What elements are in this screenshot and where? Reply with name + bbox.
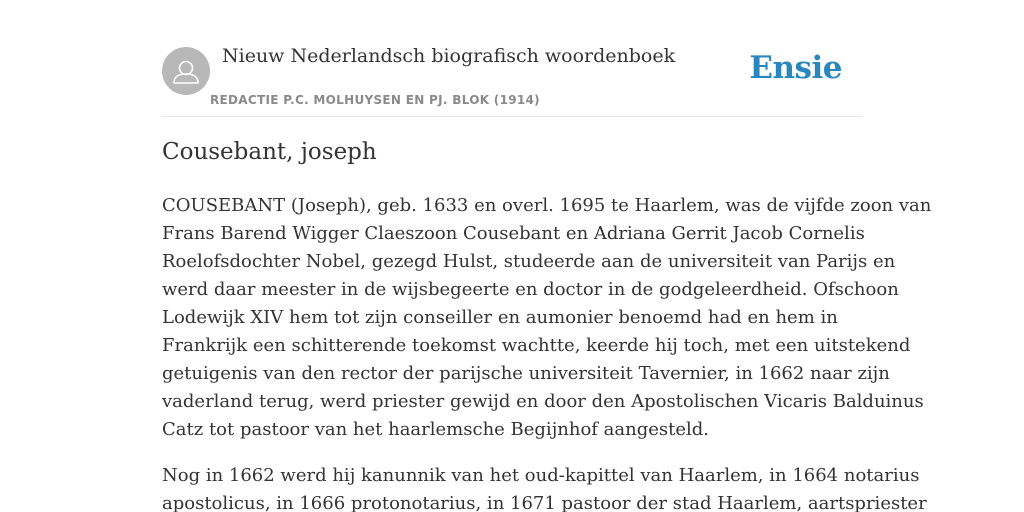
paragraph-line: Frans Barend Wigger Claeszoon Cousebant en Adriana Gerrit Jacob Cornelis xyxy=(162,223,865,244)
article-paragraph xyxy=(162,192,932,444)
paragraph-line: COUSEBANT (Joseph), geb. 1633 en overl. 1695 te Haarlem, was de vijfde zoon van xyxy=(162,195,932,216)
paragraph-line: Frankrijk een schitterende toekomst wachtte, keerde hij toch, met een uitstekend xyxy=(162,335,911,356)
ensie-logo[interactable]: Ensie xyxy=(749,50,842,86)
article-title: Cousebant, joseph xyxy=(162,139,377,165)
source-subtitle: REDACTIE P.C. MOLHUYSEN EN PJ. BLOK (1914) xyxy=(210,93,540,107)
article-paragraph xyxy=(162,462,927,512)
paragraph-line: vaderland terug, werd priester gewijd en door den Apostolischen Vicaris Balduinus xyxy=(162,391,924,412)
article-body xyxy=(162,192,932,512)
user-icon xyxy=(162,47,210,95)
paragraph-line: Catz tot pastoor van het haarlemsche Begijnhof aangesteld. xyxy=(162,419,710,440)
source-title[interactable]: Nieuw Nederlandsch biografisch woordenboek xyxy=(222,45,676,67)
paragraph-line: apostolicus, in 1666 protonotarius, in 1671 pastoor der stad Haarlem, aartspriester xyxy=(162,493,927,512)
paragraph-line: werd daar meester in de wijsbegeerte en doctor in de godgeleerdheid. Ofschoon xyxy=(162,279,899,300)
paragraph-line: Roelofsdochter Nobel, gezegd Hulst, studeerde aan de universiteit van Parijs en xyxy=(162,251,896,272)
source-header xyxy=(162,0,862,117)
paragraph-line: Nog in 1662 werd hij kanunnik van het oud-kapittel van Haarlem, in 1664 notarius xyxy=(162,465,920,486)
paragraph-line: getuigenis van den rector der parijsche universiteit Tavernier, in 1662 naar zijn xyxy=(162,363,890,384)
paragraph-line: Lodewijk XIV hem tot zijn conseiller en aumonier benoemd had en hem in xyxy=(162,307,838,328)
